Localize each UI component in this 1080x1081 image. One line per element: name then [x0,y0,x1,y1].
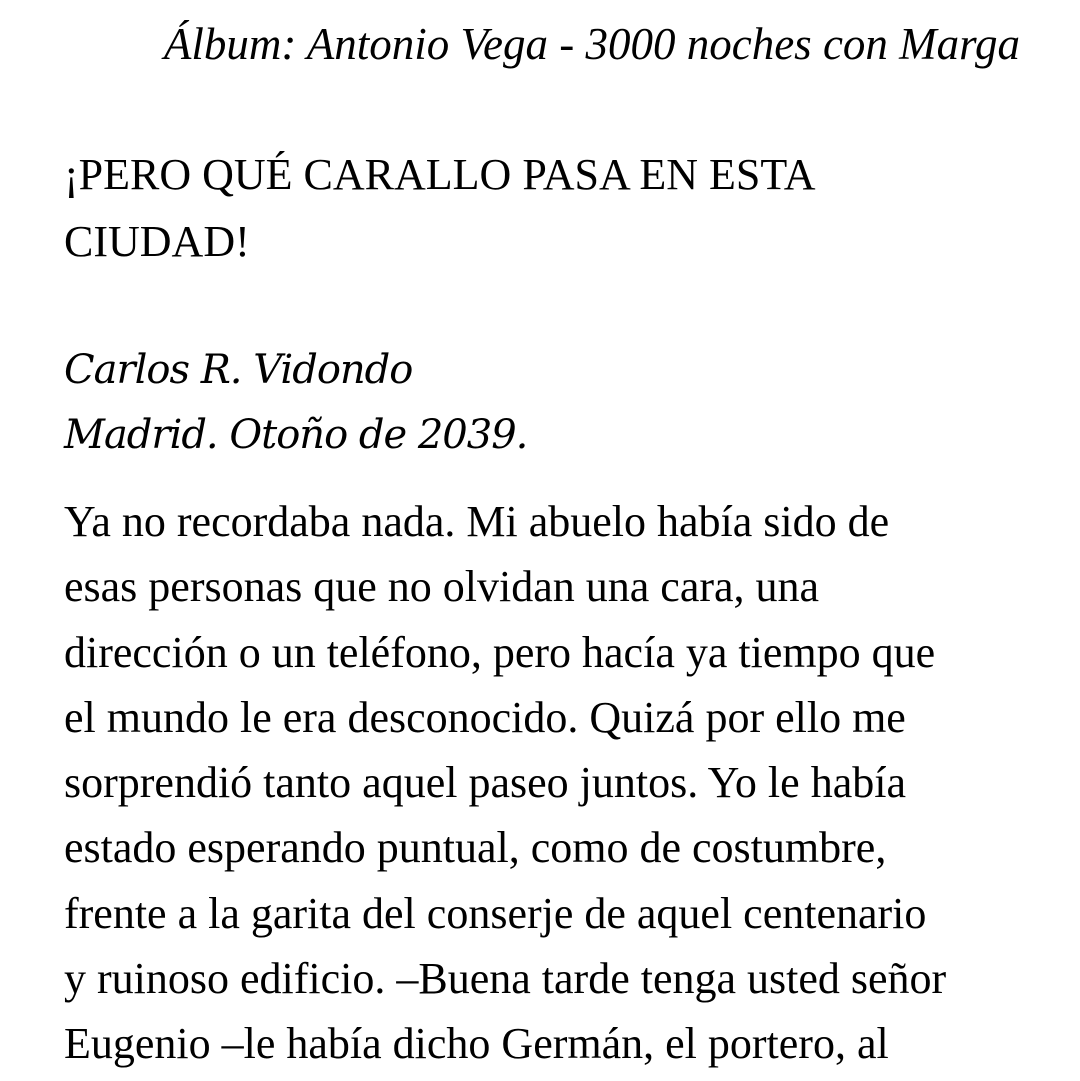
body-line: y ruinoso edificio. –Buena tarde tenga usted señor [64,954,947,1004]
author-name: Carlos R. Vidondo [64,347,413,393]
body-line: estado esperando puntual, como de costumbre, [64,823,887,873]
story-body [64,489,1024,1077]
body-line: dirección o un teléfono, pero hacía ya tiempo que [64,627,936,677]
body-line: Ya no recordaba nada. Mi abuelo había sido de [64,497,890,546]
body-line: Eugenio –le había dicho Germán, el portero, al [64,1019,889,1069]
body-line: frente a la garita del conserje de aquel centenario [64,888,927,938]
chapter-title [64,141,964,275]
body-line: el mundo le era desconocido. Quizá por ello me [64,692,906,742]
chapter-title-line: CIUDAD! [64,217,250,266]
album-heading: Álbum: Antonio Vega - 3000 noches con Marga [163,19,1020,69]
chapter-title-line: ¡PERO QUÉ CARALLO PASA EN ESTA [64,150,816,199]
body-line: sorprendió tanto aquel paseo juntos. Yo le había [64,758,906,808]
author-block [64,338,964,468]
place-date: Madrid. Otoño de 2039. [64,412,528,458]
body-line: esas personas que no olvidan una cara, una [64,562,820,612]
